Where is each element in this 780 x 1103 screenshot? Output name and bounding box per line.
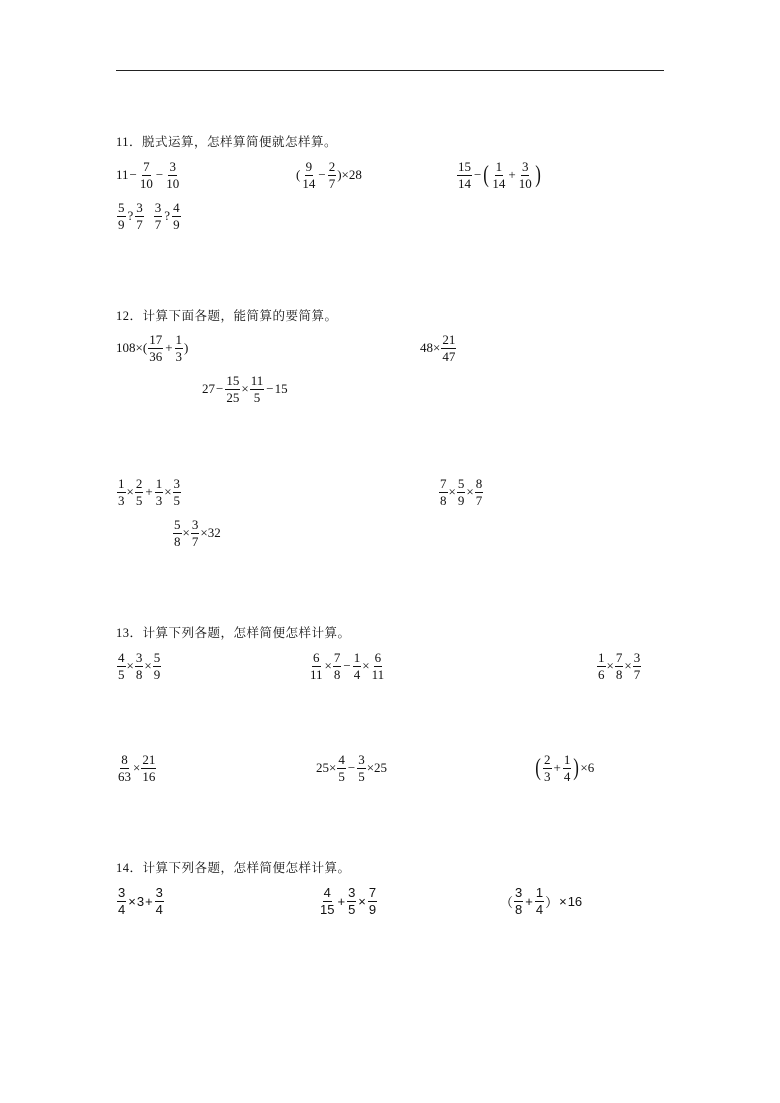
- expression-11-1: 11 − $\frac{7}{10}$ − $\frac{3}{10}$: [116, 159, 180, 191]
- expression-11-3: $\frac{15}{14}$ − ( $\frac{1}{14}$ + $\frac{3}{10}$ ): [458, 159, 541, 191]
- section-13-heading: 13．计算下列各题，怎样简便怎样计算。: [116, 626, 351, 640]
- expression-12-3: 27 − $\frac{15}{25}$ × $\frac{11}{5}$ − 15: [202, 373, 288, 405]
- expression-12-5: $\frac{7}{8}$ × $\frac{5}{9}$ × $\frac{8}{7}$: [440, 476, 483, 508]
- expression-11-2: ( $\frac{9}{14}$ − $\frac{2}{7}$ ) × 28: [296, 159, 362, 191]
- expression-13-3: $\frac{1}{6}$ × $\frac{7}{8}$ × $\frac{3}{7}$: [598, 650, 641, 682]
- expression-14-1: $\frac{3}{4}$ × 3 + $\frac{3}{4}$: [118, 885, 163, 917]
- expression-13-6: ( $\frac{2}{3}$ + $\frac{1}{4}$ ) × 6: [535, 752, 595, 784]
- expression-13-2: $\frac{6}{11}$ × $\frac{7}{8}$ − $\frac{1}{4}$ × $\frac{6}{11}$: [310, 650, 385, 682]
- expression-11-4: $\frac{5}{9}$ ? $\frac{3}{7}$ $\frac{3}{7}$ ? $\frac{4}{9}$: [118, 200, 180, 232]
- expression-12-4: $\frac{1}{3}$ × $\frac{2}{5}$ + $\frac{1}{3}$ × $\frac{3}{5}$: [118, 476, 181, 508]
- header-rule: [116, 70, 664, 71]
- expression-12-1: 108 × ( $\frac{17}{36}$ + $\frac{1}{3}$ ): [116, 332, 189, 364]
- expression-13-5: 25 × $\frac{4}{5}$ − $\frac{3}{5}$ × 25: [316, 752, 388, 784]
- expression-14-2: $\frac{4}{15}$ + $\frac{3}{5}$ × $\frac{7}{9}$: [320, 885, 377, 917]
- expression-13-1: $\frac{4}{5}$ × $\frac{3}{8}$ × $\frac{5}{9}$: [118, 650, 161, 682]
- section-12-heading: 12．计算下面各题，能简算的要简算。: [116, 309, 338, 323]
- expression-12-6: $\frac{5}{8}$ × $\frac{3}{7}$ × 32: [174, 517, 221, 549]
- section-14-heading: 14．计算下列各题，怎样简便怎样计算。: [116, 861, 351, 875]
- section-11-heading: 11．脱式运算，怎样算简便就怎样算。: [116, 135, 338, 149]
- expression-13-4: $\frac{8}{63}$ × $\frac{21}{16}$: [118, 752, 156, 784]
- expression-12-2: 48 × $\frac{21}{47}$: [420, 332, 456, 364]
- expression-14-3: （ $\frac{3}{8}$ + $\frac{1}{4}$ ） × 16: [500, 885, 583, 917]
